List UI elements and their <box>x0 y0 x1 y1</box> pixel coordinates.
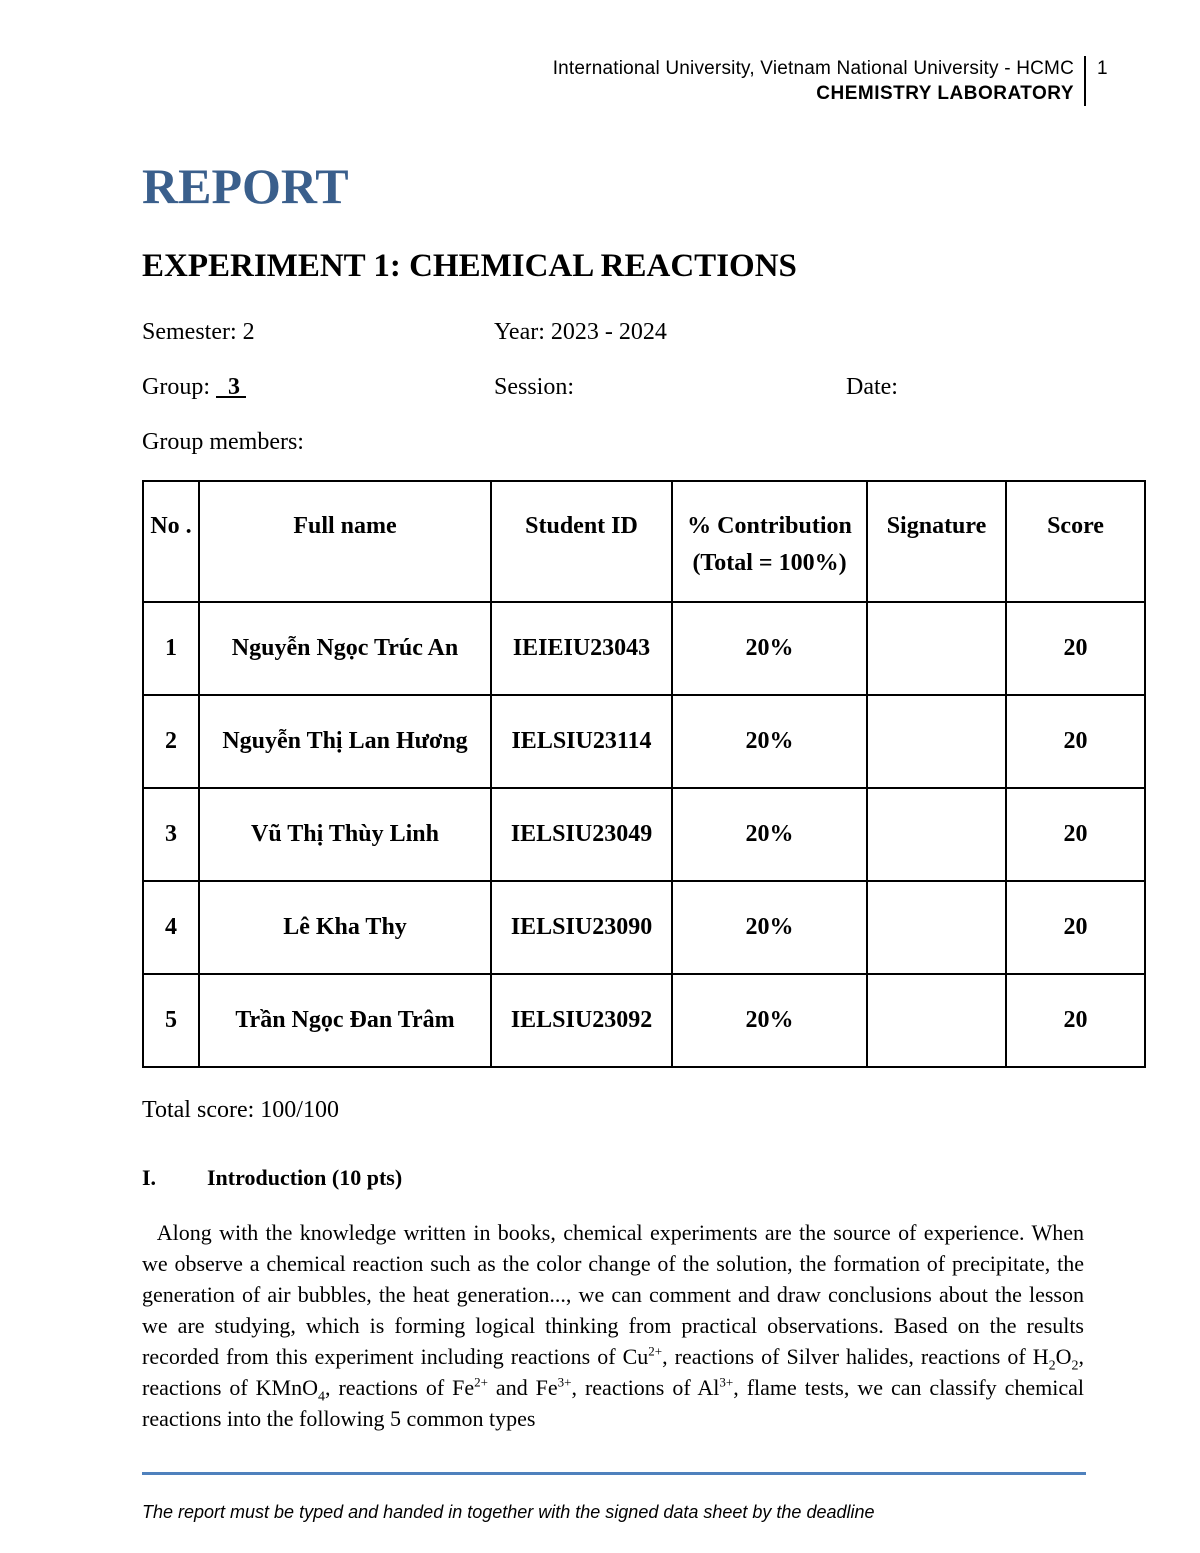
cell-name: Nguyễn Ngọc Trúc An <box>199 602 491 695</box>
cell-student-id: IEIEIU23043 <box>491 602 672 695</box>
date-field <box>846 372 898 402</box>
section-title: Introduction (10 pts) <box>207 1165 403 1190</box>
experiment-title: EXPERIMENT 1: CHEMICAL REACTIONS <box>142 248 797 284</box>
cell-score: 20 <box>1006 695 1145 788</box>
table-row <box>143 695 1145 788</box>
cell-signature <box>867 695 1006 788</box>
kmno4-subscript: 4 <box>318 1389 325 1405</box>
cell-student-id: IELSIU23090 <box>491 881 672 974</box>
header-contribution-line1: % Contribution <box>687 513 852 539</box>
cell-name: Nguyễn Thị Lan Hương <box>199 695 491 788</box>
h2o2-o-subscript: 2 <box>1071 1358 1079 1374</box>
header-student-id: Student ID <box>491 481 672 602</box>
cell-name: Vũ Thị Thùy Linh <box>199 788 491 881</box>
cell-student-id: IELSIU23114 <box>491 695 672 788</box>
year-label: Year: <box>494 319 545 345</box>
cell-signature <box>867 881 1006 974</box>
cell-contribution: 20% <box>672 695 867 788</box>
introduction-paragraph: Along with the knowledge written in books, chemical experiments are the source of experience. When we observe a chemical reaction such as the color change of the solution, the formation of precipitate, the generation of air bubbles, the heat generation..., we can comment and draw conclusions about the lesson we are studying, which is forming logical thinking from practical observations. Based on the results recorded from this experiment including reactions of $Cu^{2+}$, reactions of Silver halides, reactions of $H_2O_2$, reactions of KMnO$_4$, reactions of $Fe^{2+}$ and $Fe^{3+}$, reactions of $Al^{3+}$, flame tests, we can classify chemical reactions into the following 5 common types <box>142 1220 1085 1431</box>
session-field <box>494 372 574 402</box>
section-heading <box>142 1164 402 1192</box>
semester-field <box>142 317 255 347</box>
header-divider <box>1084 56 1086 106</box>
cell-score: 20 <box>1006 974 1145 1067</box>
table-header-row <box>143 481 1145 602</box>
year-field <box>494 317 667 347</box>
cell-contribution: 20% <box>672 974 867 1067</box>
table-row <box>143 881 1145 974</box>
cu-charge: 2+ <box>648 1343 663 1359</box>
page-number: 1 <box>1097 58 1108 79</box>
cell-contribution: 20% <box>672 881 867 974</box>
fe2-charge: 2+ <box>474 1374 488 1390</box>
members-table <box>142 480 1146 1068</box>
cell-no: 3 <box>143 788 199 881</box>
cell-score: 20 <box>1006 788 1145 881</box>
cell-signature <box>867 974 1006 1067</box>
page-header <box>553 56 1074 106</box>
semester-label: Semester: <box>142 319 237 345</box>
cell-score: 20 <box>1006 602 1145 695</box>
cell-signature <box>867 788 1006 881</box>
session-label: Session: <box>494 374 575 400</box>
section-number: I. <box>142 1165 157 1190</box>
cell-no: 5 <box>143 974 199 1067</box>
group-members-label: Group members: <box>142 429 304 455</box>
group-number: 3 <box>228 374 240 400</box>
cell-no: 2 <box>143 695 199 788</box>
header-contribution <box>672 481 867 602</box>
cell-contribution: 20% <box>672 602 867 695</box>
semester-value: 2 <box>242 319 255 345</box>
header-institution: International University, Vietnam National University - HCMC <box>552 58 1074 79</box>
fe3-charge: 3+ <box>557 1374 572 1390</box>
cell-student-id: IELSIU23092 <box>491 974 672 1067</box>
cell-score: 20 <box>1006 881 1145 974</box>
header-full-name: Full name <box>199 481 491 602</box>
group-value <box>216 374 246 400</box>
year-value: 2023 - 2024 <box>550 319 667 345</box>
date-label: Date: <box>846 374 898 400</box>
header-score: Score <box>1006 481 1145 602</box>
header-contribution-line2: (Total = 100%) <box>692 550 847 576</box>
cell-contribution: 20% <box>672 788 867 881</box>
table-row <box>143 602 1145 695</box>
table-row <box>143 788 1145 881</box>
group-field <box>142 372 246 402</box>
cell-no: 1 <box>143 602 199 695</box>
footer-note: The report must be typed and handed in together with the signed data sheet by the deadline <box>142 1502 875 1522</box>
report-title: REPORT <box>142 158 349 214</box>
cell-student-id: IELSIU23049 <box>491 788 672 881</box>
al-charge: 3+ <box>719 1374 734 1390</box>
group-label: Group: <box>142 374 210 400</box>
cell-name: Trần Ngọc Đan Trâm <box>199 974 491 1067</box>
cell-no: 4 <box>143 881 199 974</box>
cell-name: Lê Kha Thy <box>199 881 491 974</box>
header-no: No . <box>143 481 199 602</box>
header-lab: CHEMISTRY LABORATORY <box>816 83 1074 104</box>
cell-signature <box>867 602 1006 695</box>
footer-rule <box>142 1472 1086 1475</box>
h2o2-h-subscript: 2 <box>1048 1358 1056 1374</box>
header-signature: Signature <box>867 481 1006 602</box>
total-score: Total score: 100/100 <box>142 1097 339 1123</box>
table-row <box>143 974 1145 1067</box>
